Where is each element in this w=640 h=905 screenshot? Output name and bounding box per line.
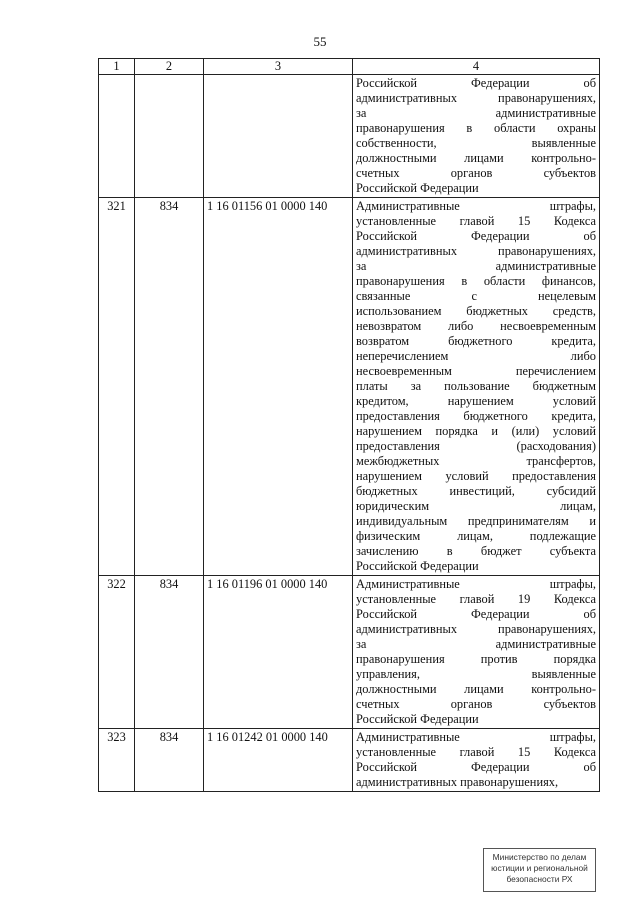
budget-classification-code (204, 75, 353, 198)
header-col-3: 3 (204, 59, 353, 75)
description-line: управления, выявленные (356, 667, 596, 681)
header-col-4: 4 (353, 59, 600, 75)
table-row (99, 75, 600, 198)
row-number: 323 (99, 729, 135, 792)
description-line: за административные (356, 637, 596, 651)
description-line: Российской Федерации об (356, 760, 596, 774)
description-line: должностными лицами контрольно- (356, 151, 596, 165)
revenue-codes-table (98, 58, 600, 792)
description-line: межбюджетных трансфертов, (356, 454, 596, 468)
header-col-2: 2 (135, 59, 204, 75)
description-line: собственности, выявленные (356, 136, 596, 150)
description-line: зачислению в бюджет субъекта (356, 544, 596, 558)
description-line: связанные с нецелевым (356, 289, 596, 303)
header-col-1: 1 (99, 59, 135, 75)
description-line: административных правонарушениях, (356, 244, 596, 258)
description-line: Российской Федерации об (356, 229, 596, 243)
description-line: Российской Федерации об (356, 607, 596, 621)
description-line: Административные штрафы, (356, 577, 596, 591)
description-line: счетных органов субъектов (356, 697, 596, 711)
description-line: Административные штрафы, (356, 199, 596, 213)
description-line: Российской Федерации (356, 559, 479, 573)
description-line: платы за пользование бюджетным (356, 379, 596, 393)
description-line: должностными лицами контрольно- (356, 682, 596, 696)
income-description (353, 198, 600, 576)
description-line: предоставления бюджетного кредита, (356, 409, 596, 423)
description-line: бюджетных инвестиций, субсидий (356, 484, 596, 498)
stamp-line: Министерство по делам (492, 852, 587, 862)
income-description (353, 576, 600, 729)
budget-classification-code: 1 16 01156 01 0000 140 (204, 198, 353, 576)
table-header-row (99, 59, 600, 75)
description-line: несвоевременным перечислением (356, 364, 596, 378)
row-number (99, 75, 135, 198)
description-line: юридическим лицам, (356, 499, 596, 513)
description-line: административных правонарушениях, (356, 622, 596, 636)
admin-code: 834 (135, 729, 204, 792)
row-number: 322 (99, 576, 135, 729)
table-row (99, 576, 600, 729)
admin-code: 834 (135, 576, 204, 729)
description-line: административных правонарушениях, (356, 91, 596, 105)
description-line: Российской Федерации (356, 181, 479, 195)
page-number: 55 (313, 34, 327, 49)
description-line: за административные (356, 106, 596, 120)
description-line: установленные главой 19 Кодекса (356, 592, 596, 606)
description-line: установленные главой 15 Кодекса (356, 745, 596, 759)
stamp-line: безопасности РХ (506, 874, 573, 884)
budget-classification-code: 1 16 01196 01 0000 140 (204, 576, 353, 729)
description-line: правонарушения в области финансов, (356, 274, 596, 288)
description-line: невозвратом либо несвоевременным (356, 319, 596, 333)
description-line: нарушением порядка и (или) условий (356, 424, 596, 438)
table-row (99, 198, 600, 576)
description-line: административных правонарушениях, (356, 775, 559, 789)
description-line: правонарушения в области охраны (356, 121, 596, 135)
stamp-line: юстиции и региональной (491, 863, 588, 873)
description-line: физическим лицам, подлежащие (356, 529, 596, 543)
description-line: кредитом, нарушением условий (356, 394, 596, 408)
description-line: нарушением условий предоставления (356, 469, 596, 483)
description-line: Российской Федерации об (356, 76, 596, 90)
income-description (353, 75, 600, 198)
description-line: установленные главой 15 Кодекса (356, 214, 596, 228)
admin-code: 834 (135, 198, 204, 576)
table-row (99, 729, 600, 792)
description-line: счетных органов субъектов (356, 166, 596, 180)
description-line: Административные штрафы, (356, 730, 596, 744)
description-line: за административные (356, 259, 596, 273)
row-number: 321 (99, 198, 135, 576)
description-line: использованием бюджетных средств, (356, 304, 596, 318)
description-line: предоставления (расходования) (356, 439, 596, 453)
description-line: правонарушения против порядка (356, 652, 596, 666)
description-line: Российской Федерации (356, 712, 479, 726)
description-line: неперечислением либо (356, 349, 596, 363)
description-line: возвратом бюджетного кредита, (356, 334, 596, 348)
budget-classification-code: 1 16 01242 01 0000 140 (204, 729, 353, 792)
ministry-stamp (483, 848, 596, 892)
description-line: индивидуальным предпринимателям и (356, 514, 596, 528)
admin-code (135, 75, 204, 198)
income-description (353, 729, 600, 792)
